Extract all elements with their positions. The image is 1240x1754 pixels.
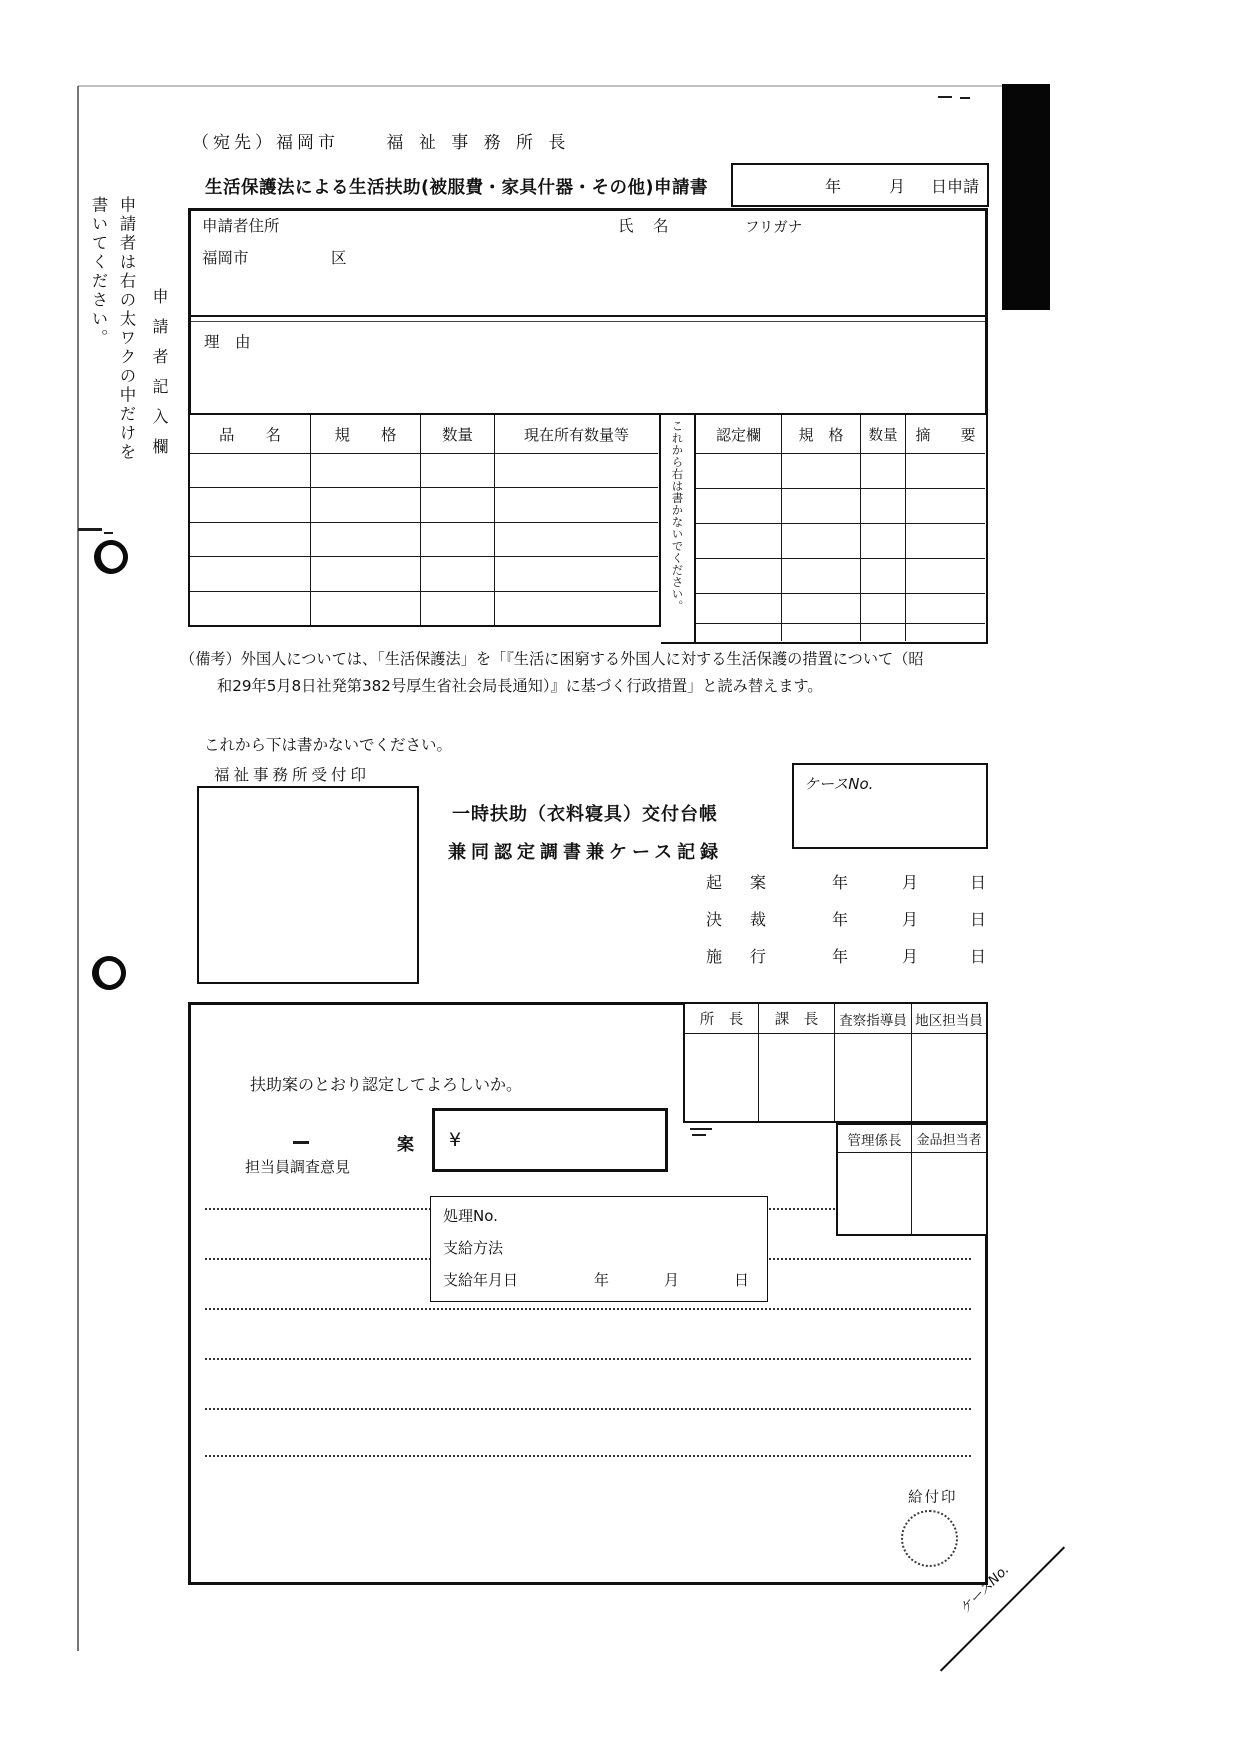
table-cell-empty: [190, 488, 311, 522]
case-no-box: [792, 763, 988, 849]
investigator-opinion-label: 担当員調査意見: [245, 1158, 351, 1176]
divider-note-strip: [661, 413, 694, 644]
scan-dash: [692, 1134, 706, 1136]
table-cell-empty: [421, 488, 495, 522]
signoff-stamp-cell: [838, 1153, 912, 1234]
table-cell-empty: [906, 624, 985, 641]
table-cell-empty: [495, 523, 658, 557]
dotted-writing-line: [205, 1408, 971, 1410]
column-header-spec: 規 格: [311, 415, 421, 454]
remark-line2: 和29年5月8日社発第382号厚生省社会局長通知）』に基づく行政措置」と読み替えます。: [217, 677, 823, 695]
month-label: 月: [902, 873, 919, 892]
table-cell-empty: [696, 624, 782, 641]
ledger-title-line1: 一時扶助（衣料寝具）交付台帳: [452, 804, 718, 825]
side-instruction-bottom: 書いてください。: [89, 196, 108, 348]
table-cell-empty: [696, 489, 782, 524]
date-year-label: 年: [825, 176, 842, 196]
enforcement-label: 施 行: [706, 947, 773, 966]
year-label: 年: [832, 873, 849, 892]
table-cell-empty: [696, 454, 782, 489]
table-cell-empty: [696, 559, 782, 594]
dotted-writing-line: [205, 1455, 971, 1457]
ledger-title-line2: 兼同認定調書兼ケース記録: [448, 842, 724, 863]
reason-label: 理 由: [204, 333, 251, 351]
signoff-stamp-cell: [835, 1034, 912, 1121]
scan-edge-line-left: [77, 86, 79, 1651]
applicant-address-label: 申請者住所: [202, 217, 280, 235]
table-cell-empty: [861, 524, 906, 559]
payment-year-label: 年: [594, 1271, 610, 1289]
table-cell-empty: [906, 559, 985, 594]
receipt-stamp-label: 福祉事務所受付印: [214, 766, 371, 784]
side-instruction-top: 申請者は右の太ワクの中だけを: [117, 196, 136, 462]
table-cell-empty: [906, 454, 985, 489]
table-cell-empty: [421, 523, 495, 557]
table-cell-empty: [861, 594, 906, 624]
plan-amount-box: [432, 1108, 668, 1172]
dotted-writing-line: [205, 1358, 971, 1360]
payment-day-label: 日: [734, 1271, 750, 1289]
payment-method-label: 支給方法: [443, 1239, 504, 1257]
divider-note-text: これから右は書かないでください。: [670, 420, 685, 612]
signoff-table: [683, 1002, 988, 1123]
signoff-stamp-cell: [912, 1153, 986, 1234]
table-cell-empty: [190, 592, 311, 626]
scan-dash: [938, 96, 952, 98]
table-cell-empty: [696, 524, 782, 559]
table-cell-empty: [311, 454, 421, 488]
form-addressee: [192, 128, 570, 153]
payment-date-label: 支給年月日: [443, 1271, 519, 1289]
table-cell-empty: [190, 454, 311, 488]
table-cell-empty: [782, 594, 861, 624]
signoff-stamp-cell: [685, 1034, 759, 1121]
signoff-director-header: 所 長: [685, 1004, 759, 1034]
applicant-city: 福岡市: [202, 249, 249, 267]
signoff-section-chief-header: 課 長: [759, 1004, 835, 1034]
remark-note: [180, 646, 995, 700]
signoff-admin-chief-header: 管理係長: [838, 1125, 912, 1153]
table-cell-empty: [190, 523, 311, 557]
column-header-spec2: 規 格: [782, 415, 861, 454]
plan-label: 案: [397, 1135, 414, 1155]
column-header-summary: 摘 要: [906, 415, 985, 454]
table-cell-empty: [696, 594, 782, 624]
signoff-table-secondary: [836, 1123, 988, 1236]
date-month-label: 月: [889, 176, 906, 196]
applicant-ward: 区: [331, 249, 347, 267]
date-day-label: 日申請: [931, 176, 980, 196]
punch-hole-icon: [90, 536, 133, 579]
furigana-label: フリガナ: [745, 220, 803, 236]
table-cell-empty: [495, 488, 658, 522]
signoff-stamp-cell: [912, 1034, 986, 1121]
scan-dash: [960, 97, 970, 99]
scan-dash: [78, 528, 102, 531]
process-no-label: 処理No.: [443, 1207, 498, 1225]
currency-symbol: ¥: [449, 1129, 462, 1151]
column-header-item-name: 品 名: [190, 415, 311, 454]
dotted-writing-line: [205, 1308, 971, 1310]
section-divider-rule: [188, 315, 988, 317]
corner-case-no-label: ケースNo.: [956, 1561, 1013, 1618]
applicant-entry-frame: [188, 208, 988, 413]
table-cell-empty: [861, 489, 906, 524]
table-cell-empty: [495, 454, 658, 488]
benefit-stamp-circle: [901, 1510, 958, 1567]
month-label: 月: [902, 910, 919, 929]
table-cell-empty: [782, 489, 861, 524]
addressee-prefix: （宛先）福岡市: [192, 133, 339, 153]
signoff-goods-officer-header: 金品担当者: [912, 1125, 986, 1153]
day-label: 日: [970, 910, 987, 929]
table-cell-empty: [421, 592, 495, 626]
section-divider-rule: [188, 321, 988, 322]
scan-edge-line-top: [78, 85, 1006, 87]
scan-dash: [293, 1141, 309, 1144]
decision-question: 扶助案のとおり認定してよろしいか。: [250, 1075, 523, 1094]
column-header-owned-qty: 現在所有数量等: [495, 415, 658, 454]
year-label: 年: [832, 910, 849, 929]
table-cell-empty: [311, 488, 421, 522]
signoff-stamp-cell: [759, 1034, 835, 1121]
applicant-name-label: 氏 名: [618, 217, 671, 235]
scan-artifact-black-strip: [1002, 84, 1050, 310]
month-label: 月: [902, 947, 919, 966]
scan-dash: [104, 532, 113, 534]
remark-line1: （備考）外国人については、「生活保護法」を「『生活に困窮する外国人に対する生活保護の措置について（昭: [180, 650, 924, 668]
table-cell-empty: [311, 523, 421, 557]
table-cell-empty: [495, 592, 658, 626]
applicant-items-table: [188, 413, 661, 627]
addressee-office: 福 祉 事 務 所 長: [386, 133, 571, 153]
signoff-inspector-header: 査察指導員: [835, 1004, 912, 1034]
application-date-box: [731, 163, 989, 207]
table-cell-empty: [861, 559, 906, 594]
table-cell-empty: [906, 594, 985, 624]
draft-label: 起 案: [706, 873, 773, 892]
payment-month-label: 月: [664, 1271, 680, 1289]
office-assessment-table: [694, 413, 988, 644]
table-cell-empty: [906, 524, 985, 559]
approval-label: 決 裁: [706, 910, 773, 929]
table-cell-empty: [782, 559, 861, 594]
form-title: 生活保護法による生活扶助(被服費・家具什器・その他)申請書: [205, 178, 708, 198]
table-cell-empty: [782, 624, 861, 641]
processing-box: [430, 1196, 768, 1302]
table-cell-empty: [311, 592, 421, 626]
table-cell-empty: [782, 524, 861, 559]
table-cell-empty: [782, 454, 861, 489]
signoff-district-officer-header: 地区担当員: [912, 1004, 986, 1034]
day-label: 日: [970, 947, 987, 966]
year-label: 年: [832, 947, 849, 966]
side-note-entry-column: 申請者記入欄: [150, 288, 169, 468]
punch-hole-icon: [89, 953, 128, 992]
column-header-approval: 認定欄: [696, 415, 782, 454]
no-write-below-note: これから下は書かないでください。: [204, 736, 453, 754]
benefit-stamp-label: 給付印: [906, 1486, 960, 1507]
scan-dash: [690, 1128, 712, 1130]
column-header-qty: 数量: [421, 415, 495, 454]
table-cell-empty: [421, 454, 495, 488]
column-header-qty2: 数量: [861, 415, 906, 454]
table-cell-empty: [861, 454, 906, 489]
table-cell-empty: [906, 489, 985, 524]
table-cell-empty: [421, 557, 495, 591]
day-label: 日: [970, 873, 987, 892]
receipt-stamp-box: [197, 786, 419, 984]
office-date-rows: [706, 870, 988, 974]
table-cell-empty: [861, 624, 906, 641]
table-cell-empty: [495, 557, 658, 591]
case-no-label: ケースNo.: [804, 775, 874, 793]
table-cell-empty: [190, 557, 311, 591]
table-cell-empty: [311, 557, 421, 591]
